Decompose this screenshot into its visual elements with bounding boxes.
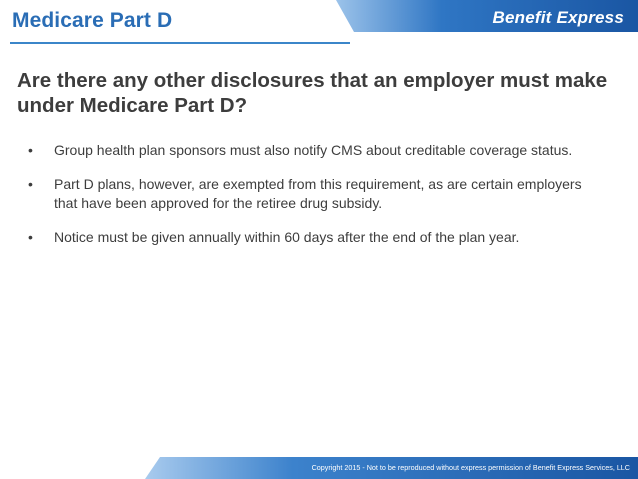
page-title: Medicare Part D bbox=[12, 9, 173, 32]
bullet-text: Notice must be given annually within 60 days after the end of the plan year. bbox=[54, 229, 520, 245]
company-logo: Benefit Express bbox=[492, 8, 624, 27]
list-item bbox=[28, 141, 608, 160]
bullet-marker: • bbox=[28, 229, 33, 245]
slide-heading: Are there any other disclosures that an employer must make under Medicare Part D? bbox=[17, 69, 608, 117]
list-item bbox=[28, 175, 608, 213]
list-item bbox=[28, 228, 608, 247]
copyright-notice: Copyright 2015 - Not to be reproduced without express permission of Benefit Express Services, LLC bbox=[311, 463, 630, 472]
bullet-text: Part D plans, however, are exempted from this requirement, as are certain employers that have been approved for the retiree drug subsidy. bbox=[54, 176, 582, 211]
bullet-marker: • bbox=[28, 176, 33, 192]
bullet-text: Group health plan sponsors must also notify CMS about creditable coverage status. bbox=[54, 142, 573, 158]
bullet-list bbox=[28, 141, 608, 262]
bullet-marker: • bbox=[28, 142, 33, 158]
title-divider bbox=[10, 42, 350, 44]
